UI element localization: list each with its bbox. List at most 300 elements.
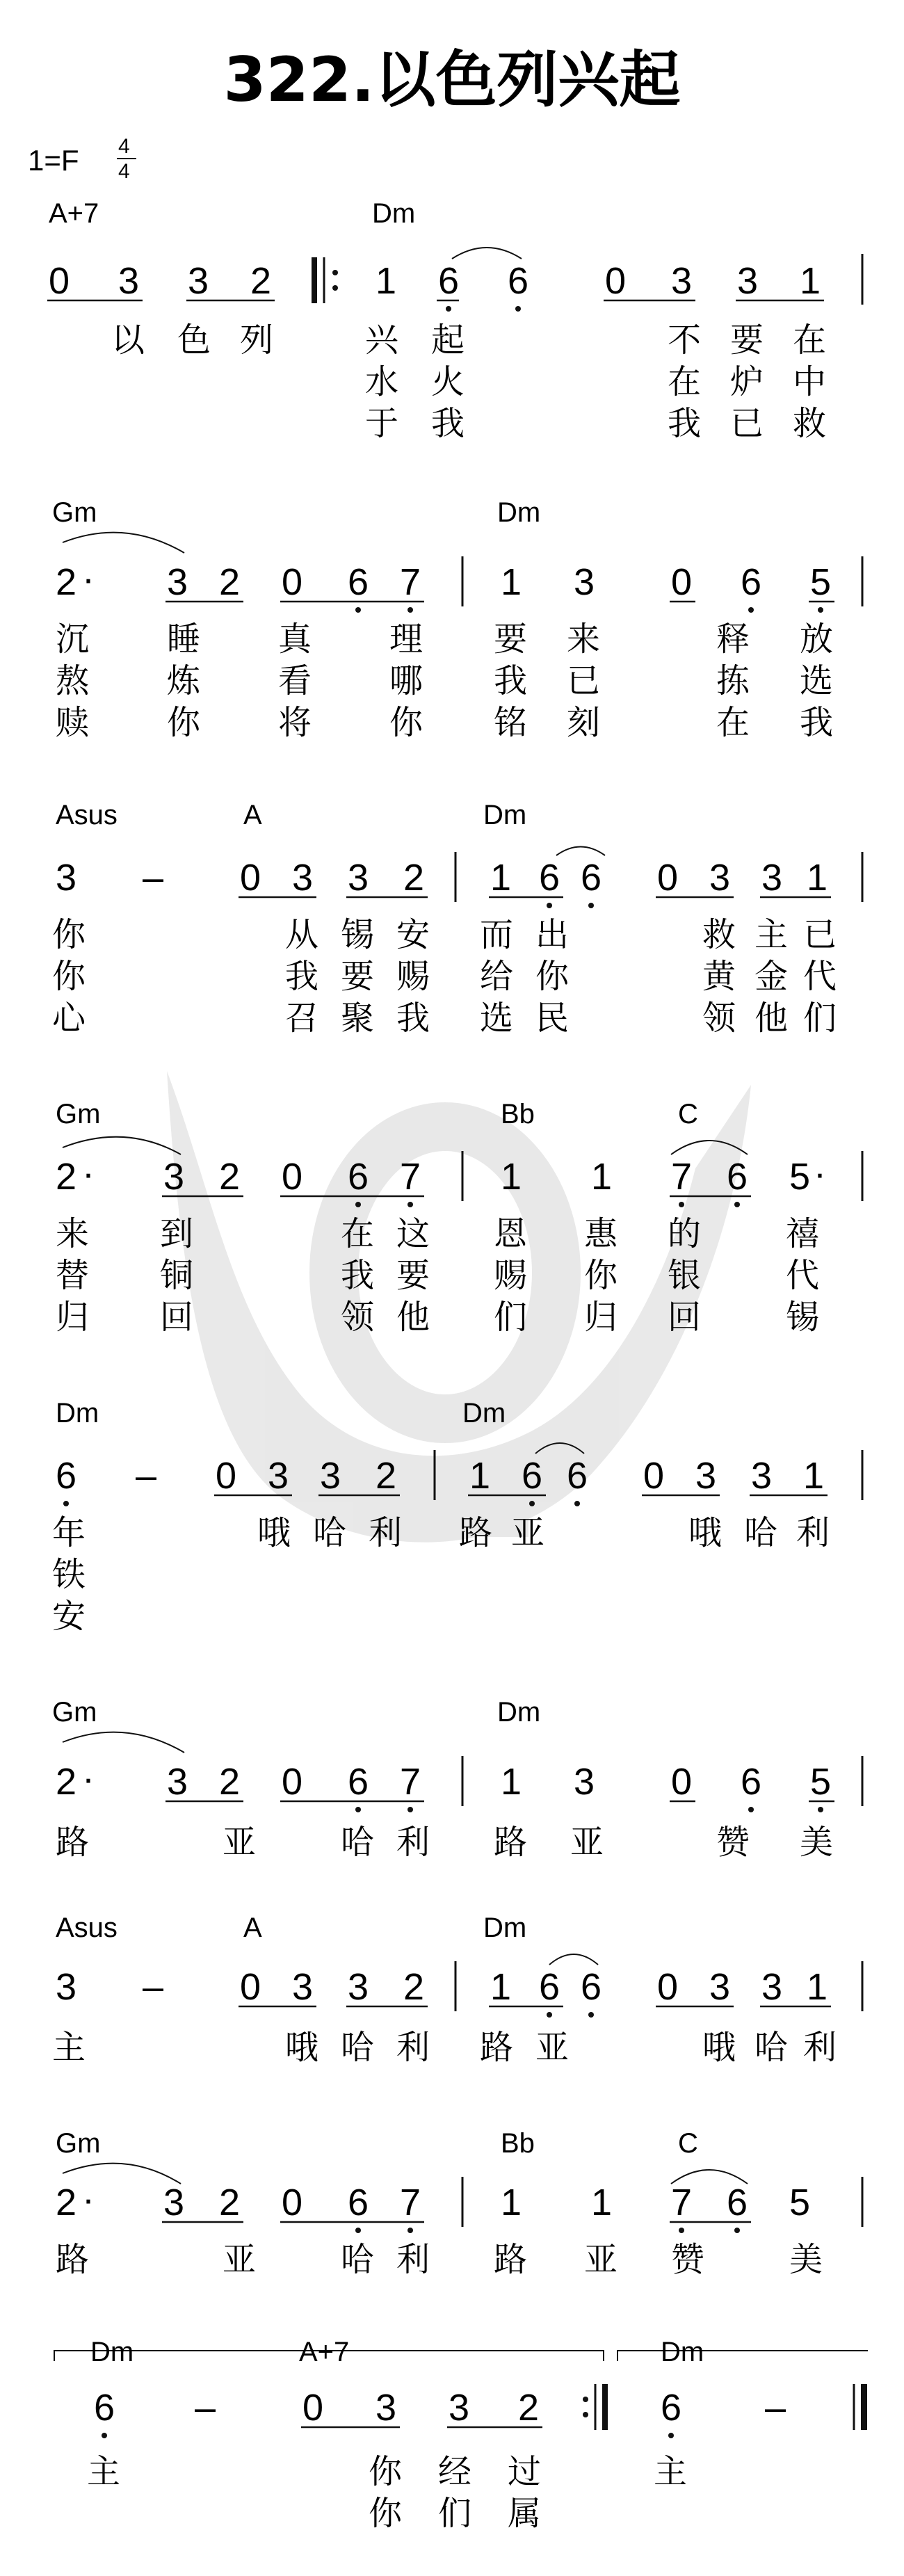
note: 3 <box>761 1966 783 2008</box>
lyric: 利 <box>803 2028 837 2067</box>
note: 0 <box>671 1761 693 1803</box>
note: 7 <box>400 1156 421 1198</box>
note: · <box>82 1152 95 1194</box>
lyric: 兴 <box>365 321 399 360</box>
chord-label: Gm <box>56 1099 101 1129</box>
lyric: 利 <box>396 1823 430 1862</box>
octave-dot <box>407 1807 413 1812</box>
system-7 <box>52 1913 862 2067</box>
note: 3 <box>449 2387 470 2429</box>
lyric: 我 <box>668 404 702 443</box>
system-2 <box>52 497 862 742</box>
lyric: 在 <box>341 1214 375 1253</box>
lyric: 心 <box>52 999 86 1038</box>
octave-dot <box>588 2012 594 2018</box>
note: · <box>814 1152 826 1194</box>
octave-dot <box>547 2012 552 2018</box>
note: 3 <box>348 857 369 899</box>
note: 5 <box>810 1761 832 1803</box>
lyric: 救 <box>702 915 736 954</box>
octave-dot <box>529 1501 535 1506</box>
lyric: 已 <box>803 915 837 954</box>
note: 0 <box>643 1455 665 1497</box>
note: 3 <box>167 1761 188 1803</box>
chord-label: Dm <box>497 1697 541 1728</box>
lyric: 主 <box>87 2452 121 2491</box>
lyric: 已 <box>567 661 601 700</box>
chord-label: Asus <box>56 800 118 830</box>
lyric: 来 <box>56 1214 90 1253</box>
lyric: 睡 <box>167 620 201 659</box>
octave-dot <box>734 2228 740 2233</box>
lyric: 路 <box>494 2240 528 2279</box>
note: 6 <box>581 857 602 899</box>
lyric: 放 <box>800 620 834 659</box>
note: 1 <box>490 1966 512 2008</box>
note: 1 <box>591 1156 613 1198</box>
lyric: 到 <box>160 1214 194 1253</box>
lyric: 我 <box>285 957 319 996</box>
note: 1 <box>490 857 512 899</box>
octave-dot <box>63 1501 69 1506</box>
lyric: 这 <box>396 1214 430 1253</box>
note: 3 <box>709 1966 731 2008</box>
lyric: 路 <box>56 2240 90 2279</box>
lyric: 亚 <box>223 1823 257 1862</box>
chord-label: C <box>678 2128 698 2159</box>
lyric: 于 <box>365 404 399 443</box>
lyric: 锡 <box>786 1298 820 1337</box>
octave-dot <box>446 306 451 312</box>
lyric: 金 <box>754 957 789 996</box>
note: 0 <box>282 1156 303 1198</box>
note: 5 <box>789 1156 811 1198</box>
lyric: 要 <box>494 620 528 659</box>
lyric: 利 <box>796 1513 830 1552</box>
note: 1 <box>800 260 821 302</box>
note: 2 <box>376 1455 397 1497</box>
lyric: 禧 <box>786 1214 820 1253</box>
octave-dot <box>355 607 361 613</box>
lyric: 哈 <box>313 1513 347 1552</box>
slur <box>63 1137 181 1154</box>
note: 3 <box>574 561 595 603</box>
note: 3 <box>56 857 77 899</box>
lyric: 哪 <box>389 661 423 700</box>
octave-dot <box>588 903 594 908</box>
slur <box>452 248 522 259</box>
note: 3 <box>292 857 314 899</box>
lyric: 炉 <box>730 362 764 401</box>
lyric: 他 <box>754 999 789 1038</box>
lyric: 铭 <box>494 703 528 742</box>
chord-label: A <box>243 1913 262 1943</box>
lyric: 代 <box>786 1256 820 1295</box>
note: 0 <box>49 260 70 302</box>
chord-label: A <box>243 800 262 830</box>
lyric: 利 <box>369 1513 403 1552</box>
lyric: 归 <box>584 1298 618 1337</box>
lyric: 你 <box>369 2494 403 2533</box>
slur <box>63 533 184 553</box>
chord-label: Gm <box>56 2128 101 2159</box>
note: 5 <box>810 561 832 603</box>
note: 0 <box>240 857 261 899</box>
chord-label: Dm <box>372 198 416 229</box>
chord-label: Gm <box>52 497 97 528</box>
lyric: 哈 <box>341 2028 375 2067</box>
note: 0 <box>216 1455 237 1497</box>
octave-dot <box>355 1807 361 1812</box>
note: 3 <box>671 260 693 302</box>
octave-dot <box>748 1807 754 1812</box>
lyric: 要 <box>341 957 375 996</box>
octave-dot <box>407 2228 413 2233</box>
lyric: 聚 <box>341 999 375 1038</box>
lyric: 要 <box>730 321 764 360</box>
note: 6 <box>438 260 460 302</box>
note: 3 <box>709 857 731 899</box>
note: 3 <box>761 857 783 899</box>
lyric: 银 <box>668 1256 702 1295</box>
note: 6 <box>348 1156 369 1198</box>
lyric: 你 <box>369 2452 403 2491</box>
lyric: 炼 <box>167 661 201 700</box>
lyric: 哈 <box>754 2028 789 2067</box>
lyric: 美 <box>789 2240 823 2279</box>
lyric: 在 <box>793 321 827 360</box>
chord-label: Dm <box>483 1913 527 1943</box>
lyric: 色 <box>177 321 211 360</box>
chord-label: Dm <box>462 1398 506 1428</box>
lyric: 回 <box>160 1298 194 1337</box>
repeat-end-barline <box>583 2384 608 2430</box>
lyric: 出 <box>535 915 570 954</box>
note: – <box>136 1455 157 1497</box>
note: 3 <box>188 260 209 302</box>
note: 2 <box>56 2182 77 2223</box>
note: 7 <box>400 561 421 603</box>
note: 6 <box>522 1455 543 1497</box>
lyric: 我 <box>800 703 834 742</box>
lyric: 列 <box>240 321 274 360</box>
note: 0 <box>282 561 303 603</box>
chord-label: Dm <box>497 497 541 528</box>
note: 6 <box>741 1761 762 1803</box>
lyric: 主 <box>52 2028 86 2067</box>
lyric: 来 <box>567 620 601 659</box>
slur <box>556 847 605 856</box>
note: 3 <box>167 561 188 603</box>
note: 3 <box>737 260 759 302</box>
note: – <box>765 2387 786 2429</box>
note: 6 <box>727 1156 748 1198</box>
lyric: 中 <box>793 362 827 401</box>
lyric: 真 <box>278 620 312 659</box>
lyric: 你 <box>52 957 86 996</box>
lyric: 而 <box>480 915 514 954</box>
lyric: 经 <box>438 2452 472 2491</box>
octave-dot <box>515 306 521 312</box>
lyric: 路 <box>494 1823 528 1862</box>
lyric: 选 <box>480 999 514 1038</box>
note: 0 <box>240 1966 261 2008</box>
lyric: 你 <box>584 1256 618 1295</box>
note: 1 <box>376 260 397 302</box>
lyric: 火 <box>431 362 465 401</box>
octave-dot <box>818 1807 823 1812</box>
octave-dot <box>407 607 413 613</box>
note: 0 <box>282 2182 303 2223</box>
final-barline <box>854 2384 867 2430</box>
lyric: 赐 <box>494 1256 528 1295</box>
note: – <box>195 2387 216 2429</box>
chord-label: Bb <box>501 2128 535 2159</box>
note: 2 <box>219 2182 241 2223</box>
chord-label: Bb <box>501 1099 535 1129</box>
note: 1 <box>501 1761 522 1803</box>
note: · <box>82 2178 95 2220</box>
note: 2 <box>56 1156 77 1198</box>
note: 0 <box>671 561 693 603</box>
lyric: 熬 <box>56 661 90 700</box>
chord-label: Dm <box>90 2337 134 2367</box>
lyric: 在 <box>716 703 750 742</box>
chord-label: A+7 <box>49 198 99 229</box>
note: 2 <box>56 1761 77 1803</box>
lyric: 回 <box>668 1298 702 1337</box>
time-sig-numerator: 4 <box>118 135 130 158</box>
note: 6 <box>94 2387 115 2429</box>
note: 6 <box>348 2182 369 2223</box>
lyric: 们 <box>803 999 837 1038</box>
note: 5 <box>789 2182 811 2223</box>
note: 3 <box>163 2182 185 2223</box>
lyric: 替 <box>56 1256 90 1295</box>
lyric: 代 <box>803 957 837 996</box>
note: 1 <box>807 857 828 899</box>
system-9 <box>54 2337 868 2533</box>
octave-dot <box>547 903 552 908</box>
note: 2 <box>56 561 77 603</box>
note: 1 <box>807 1966 828 2008</box>
system-3 <box>52 800 862 1038</box>
lyric: 安 <box>396 915 430 954</box>
lyric: 召 <box>285 999 319 1038</box>
note: · <box>82 1757 95 1799</box>
note: 3 <box>751 1455 773 1497</box>
lyric: 哈 <box>744 1513 778 1552</box>
lyric: 主 <box>754 915 789 954</box>
lyric: 年 <box>52 1513 86 1552</box>
lyric: 以 <box>111 321 145 360</box>
note: 6 <box>727 2182 748 2223</box>
lyric: 民 <box>535 999 570 1038</box>
chord-label: Asus <box>56 1913 118 1943</box>
octave-dot <box>679 1202 684 1207</box>
lyric: 利 <box>396 2240 430 2279</box>
lyric: 他 <box>396 1298 430 1337</box>
lyric: 救 <box>793 404 827 443</box>
lyric: 起 <box>431 321 465 360</box>
note: 7 <box>671 2182 693 2223</box>
volta-bracket <box>54 2351 868 2361</box>
note: 1 <box>501 2182 522 2223</box>
lyric: 在 <box>668 362 702 401</box>
note: 3 <box>292 1966 314 2008</box>
note: 0 <box>282 1761 303 1803</box>
lyric: 从 <box>285 915 319 954</box>
lyric: 过 <box>508 2452 542 2491</box>
lyric: 领 <box>702 999 736 1038</box>
lyric: 你 <box>167 703 201 742</box>
octave-dot <box>734 1202 740 1207</box>
lyric: 美 <box>800 1823 834 1862</box>
lyric: 黄 <box>702 957 736 996</box>
lyric: 哦 <box>257 1513 291 1552</box>
system-6 <box>52 1697 862 1862</box>
lyric: 亚 <box>584 2240 618 2279</box>
lyric: 铁 <box>52 1555 86 1594</box>
chord-label: Dm <box>483 800 527 830</box>
octave-dot <box>748 607 754 613</box>
lyric: 路 <box>480 2028 514 2067</box>
lyric: 领 <box>341 1298 375 1337</box>
lyric: 赞 <box>671 2240 705 2279</box>
note: 6 <box>661 2387 682 2429</box>
lyric: 我 <box>341 1256 375 1295</box>
slur <box>549 1954 598 1965</box>
octave-dot <box>668 2433 674 2438</box>
lyric: 不 <box>668 321 702 360</box>
lyric: 释 <box>716 620 750 659</box>
lyric: 刻 <box>567 703 601 742</box>
lyric: 亚 <box>570 1823 604 1862</box>
lyric: 安 <box>52 1597 86 1636</box>
lyric: 属 <box>508 2494 542 2533</box>
lyric: 锡 <box>341 915 375 954</box>
note: 7 <box>400 1761 421 1803</box>
lyric: 你 <box>535 957 570 996</box>
note: 7 <box>671 1156 693 1198</box>
note: 1 <box>501 1156 522 1198</box>
lyric: 沉 <box>56 620 90 659</box>
lyric: 们 <box>438 2494 472 2533</box>
note: 3 <box>268 1455 289 1497</box>
note: 3 <box>56 1966 77 2008</box>
lyric: 恩 <box>494 1214 528 1253</box>
lyric: 看 <box>278 661 312 700</box>
note: 3 <box>118 260 140 302</box>
lyric: 利 <box>396 2028 430 2067</box>
note: 0 <box>657 857 679 899</box>
note: 6 <box>508 260 529 302</box>
slur <box>63 2164 181 2184</box>
lyric: 理 <box>389 620 423 659</box>
lyric: 我 <box>431 404 465 443</box>
lyric: 亚 <box>511 1513 545 1552</box>
page-title: 322.以色列兴起 <box>223 44 681 115</box>
octave-dot <box>407 1202 413 1207</box>
lyric: 我 <box>494 661 528 700</box>
lyric: 哈 <box>341 2240 375 2279</box>
note: 3 <box>574 1761 595 1803</box>
lyric: 哦 <box>688 1513 723 1552</box>
lyric: 已 <box>730 404 764 443</box>
note: 6 <box>348 1761 369 1803</box>
note: 2 <box>219 1761 241 1803</box>
lyric: 选 <box>800 661 834 700</box>
note: · <box>82 558 95 599</box>
octave-dot <box>355 1202 361 1207</box>
chord-label: Gm <box>52 1697 97 1728</box>
octave-dot <box>679 2228 684 2233</box>
note: 6 <box>581 1966 602 2008</box>
key-signature: 1=F <box>28 144 79 177</box>
note: 2 <box>219 561 241 603</box>
note: 6 <box>348 561 369 603</box>
lyric: 归 <box>56 1298 90 1337</box>
lyric: 要 <box>396 1256 430 1295</box>
lyric: 拣 <box>716 661 750 700</box>
lyric: 路 <box>459 1513 493 1552</box>
note: 2 <box>403 1966 425 2008</box>
note: 2 <box>518 2387 540 2429</box>
lyric: 的 <box>668 1214 702 1253</box>
slur <box>63 1732 184 1753</box>
lyric: 你 <box>389 703 423 742</box>
time-sig-denominator: 4 <box>118 160 130 183</box>
note: 0 <box>605 260 627 302</box>
lyric: 我 <box>396 999 430 1038</box>
octave-dot <box>355 2228 361 2233</box>
note: 1 <box>501 561 522 603</box>
lyric: 赐 <box>396 957 430 996</box>
note: 6 <box>539 857 560 899</box>
note: 2 <box>403 857 425 899</box>
chord-label: Dm <box>56 1398 99 1428</box>
lyric: 亚 <box>535 2028 570 2067</box>
lyric: 你 <box>52 915 86 954</box>
lyric: 给 <box>480 957 514 996</box>
lyric: 主 <box>654 2452 688 2491</box>
note: 1 <box>591 2182 613 2223</box>
lyric: 亚 <box>223 2240 257 2279</box>
lyric: 将 <box>278 703 312 742</box>
lyric: 哦 <box>285 2028 319 2067</box>
lyric: 惠 <box>584 1214 618 1253</box>
note: – <box>143 857 164 899</box>
note: 3 <box>320 1455 341 1497</box>
note: 6 <box>741 561 762 603</box>
chord-label: C <box>678 1099 698 1129</box>
repeat-start-barline <box>312 257 338 303</box>
chord-label: Dm <box>661 2337 704 2367</box>
note: 2 <box>250 260 272 302</box>
lyric: 铜 <box>160 1256 194 1295</box>
lyric: 赞 <box>716 1823 750 1862</box>
note: 0 <box>657 1966 679 2008</box>
note: 1 <box>469 1455 491 1497</box>
note: 2 <box>219 1156 241 1198</box>
note: 6 <box>539 1966 560 2008</box>
system-8 <box>56 2128 862 2279</box>
note: 3 <box>163 1156 185 1198</box>
note: 3 <box>695 1455 717 1497</box>
chord-label: A+7 <box>299 2337 350 2367</box>
note: 3 <box>348 1966 369 2008</box>
lyric: 赎 <box>56 703 90 742</box>
